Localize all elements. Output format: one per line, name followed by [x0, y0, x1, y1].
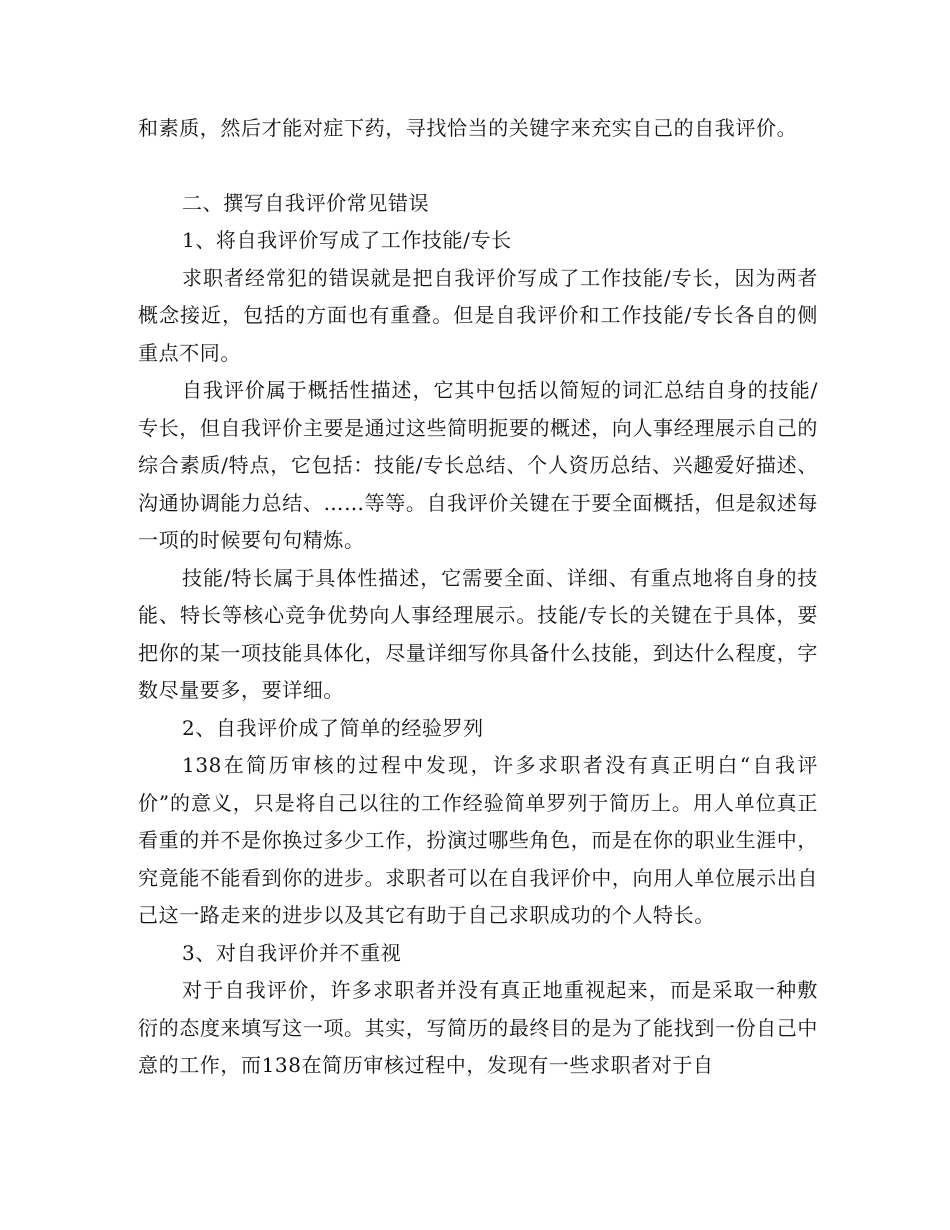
subheading-mistake-3: 3、对自我评价并不重视	[182, 940, 402, 965]
document-body	[138, 110, 818, 1085]
paragraph-mistake-3: 对于自我评价，许多求职者并没有真正地重视起来，而是采取一种敷衍的态度来填写这一项。其实，写简历的最终目的是为了能找到一份自己中意的工作，而138在简历审核过程中，发现有一些求职者对于自	[138, 978, 818, 1077]
paragraph-mistake-2: 138在简历审核的过程中发现，许多求职者没有真正明白“自我评价”的意义，只是将自己以往的工作经验简单罗列于简历上。用人单位真正看重的并不是你换过多少工作，扮演过哪些角色，而是在你的职业生涯中，究竟能不能看到你的进步。求职者可以在自我评价中，向用人单位展示出自己这一路走来的进步以及其它有助于自己求职成功的个人特长。	[138, 753, 818, 927]
subheading-mistake-1: 1、将自我评价写成了工作技能/专长	[182, 228, 512, 252]
section-heading-common-mistakes: 二、撰写自我评价常见错误	[182, 190, 430, 215]
paragraph-skills-description: 技能/特长属于具体性描述，它需要全面、详细、有重点地将自身的技能、特长等核心竞争优势向人事经理展示。技能/专长的关键在于具体，要把你的某一项技能具体化，尽量详细写你具备什么技能，到达什么程度，字数尽量要多，要详细。	[138, 565, 818, 702]
subheading-mistake-2: 2、自我评价成了简单的经验罗列	[182, 715, 484, 740]
paragraph-mistake-1-intro: 求职者经常犯的错误就是把自我评价写成了工作技能/专长，因为两者概念接近，包括的方面也有重叠。但是自我评价和工作技能/专长各自的侧重点不同。	[138, 265, 818, 365]
paragraph-self-evaluation-description: 自我评价属于概括性描述，它其中包括以简短的词汇总结自身的技能/专长，但自我评价主要是通过这些简明扼要的概述，向人事经理展示自己的综合素质/特点，它包括：技能/专长总结、个人资历总结、兴趣爱好描述、沟通协调能力总结、……等等。自我评价关键在于要全面概括，但是叙述每一项的时候要句句精炼。	[138, 378, 818, 552]
paragraph-intro-continuation: 和素质，然后才能对症下药，寻找恰当的关键字来充实自己的自我评价。	[138, 116, 798, 140]
